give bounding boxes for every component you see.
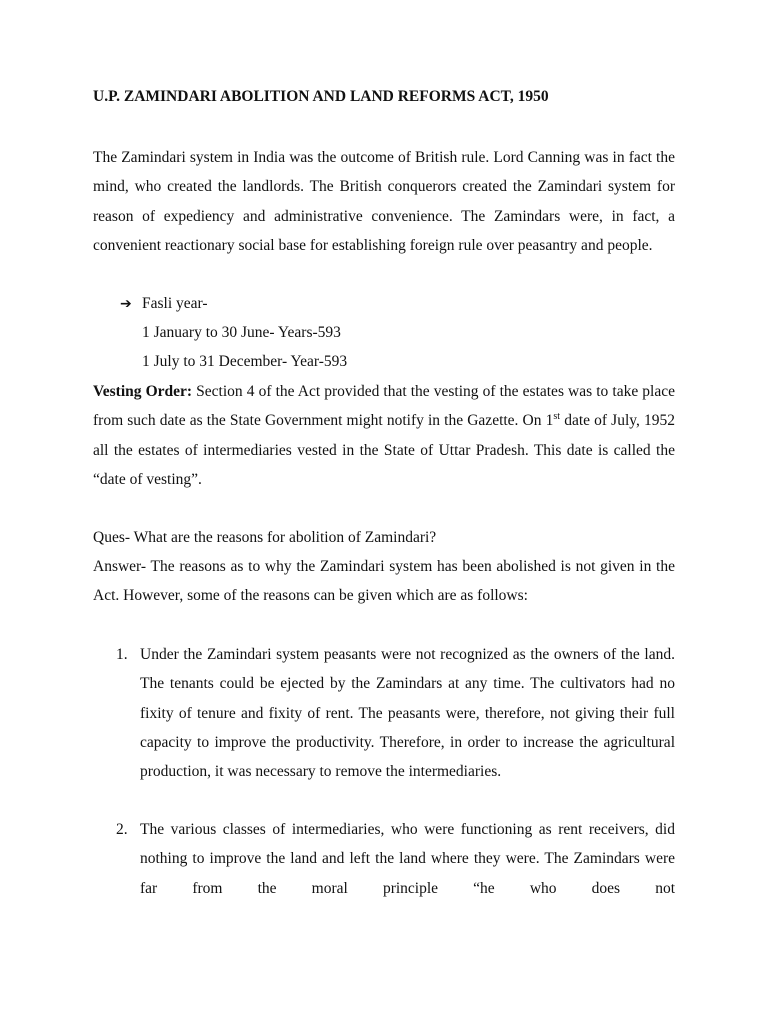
intro-paragraph: The Zamindari system in India was the outcome of British rule. Lord Canning was in fact the mind, who created the landlords. The British conquerors created the Zamindari system for reason of expediency and administrative convenience. The Zamindars were, in fact, a convenient reactionary social base for establishing foreign rule over peasantry and people. (93, 149, 675, 254)
list-item-number: 1. (116, 646, 128, 663)
vesting-order-paragraph (93, 377, 675, 494)
list-item-number: 2. (116, 821, 128, 838)
vesting-order-heading: Vesting Order: (93, 383, 193, 400)
question-line: Ques- What are the reasons for abolition of Zamindari? (93, 529, 437, 546)
arrow-right-icon: ➔ (120, 296, 132, 312)
fasli-year-bullet (120, 289, 208, 319)
list-item-text: The various classes of intermediaries, who were functioning as rent receivers, did nothing to improve the land and left the land where they were. The Zamindars were far from the moral principle “he who does not (140, 821, 675, 897)
fasli-line-2: 1 July to 31 December- Year-593 (142, 353, 348, 370)
ordinal-superscript: st (553, 411, 561, 423)
answer-paragraph: Answer- The reasons as to why the Zamindari system has been abolished is not given in the Act. However, some of the reasons can be given which are as follows: (93, 558, 675, 605)
list-item (116, 640, 675, 786)
list-item-text: Under the Zamindari system peasants were not recognized as the owners of the land. The tenants could be ejected by the Zamindars at any time. The cultivators had no fixity of tenure and fixity of rent. The peasants were, therefore, not giving their full capacity to improve the productivity. Therefore, in order to increase the agricultural production, it was necessary to remove the intermediaries. (140, 646, 675, 780)
list-item (116, 815, 675, 903)
vesting-text-part1: Section 4 of the Act provided that the vesting of the estates was to take place from such date as the State Government might notify in the Gazette. On 1 (93, 383, 675, 430)
fasli-year-label: Fasli year- (142, 295, 208, 312)
document-title: U.P. ZAMINDARI ABOLITION AND LAND REFORMS ACT, 1950 (93, 88, 549, 105)
vesting-text-part2: date of July, 1952 all the estates of intermediaries vested in the State of Uttar Pradesh. This date is called the “date of vesting”. (93, 412, 675, 488)
fasli-line-1: 1 January to 30 June- Years-593 (142, 324, 341, 341)
